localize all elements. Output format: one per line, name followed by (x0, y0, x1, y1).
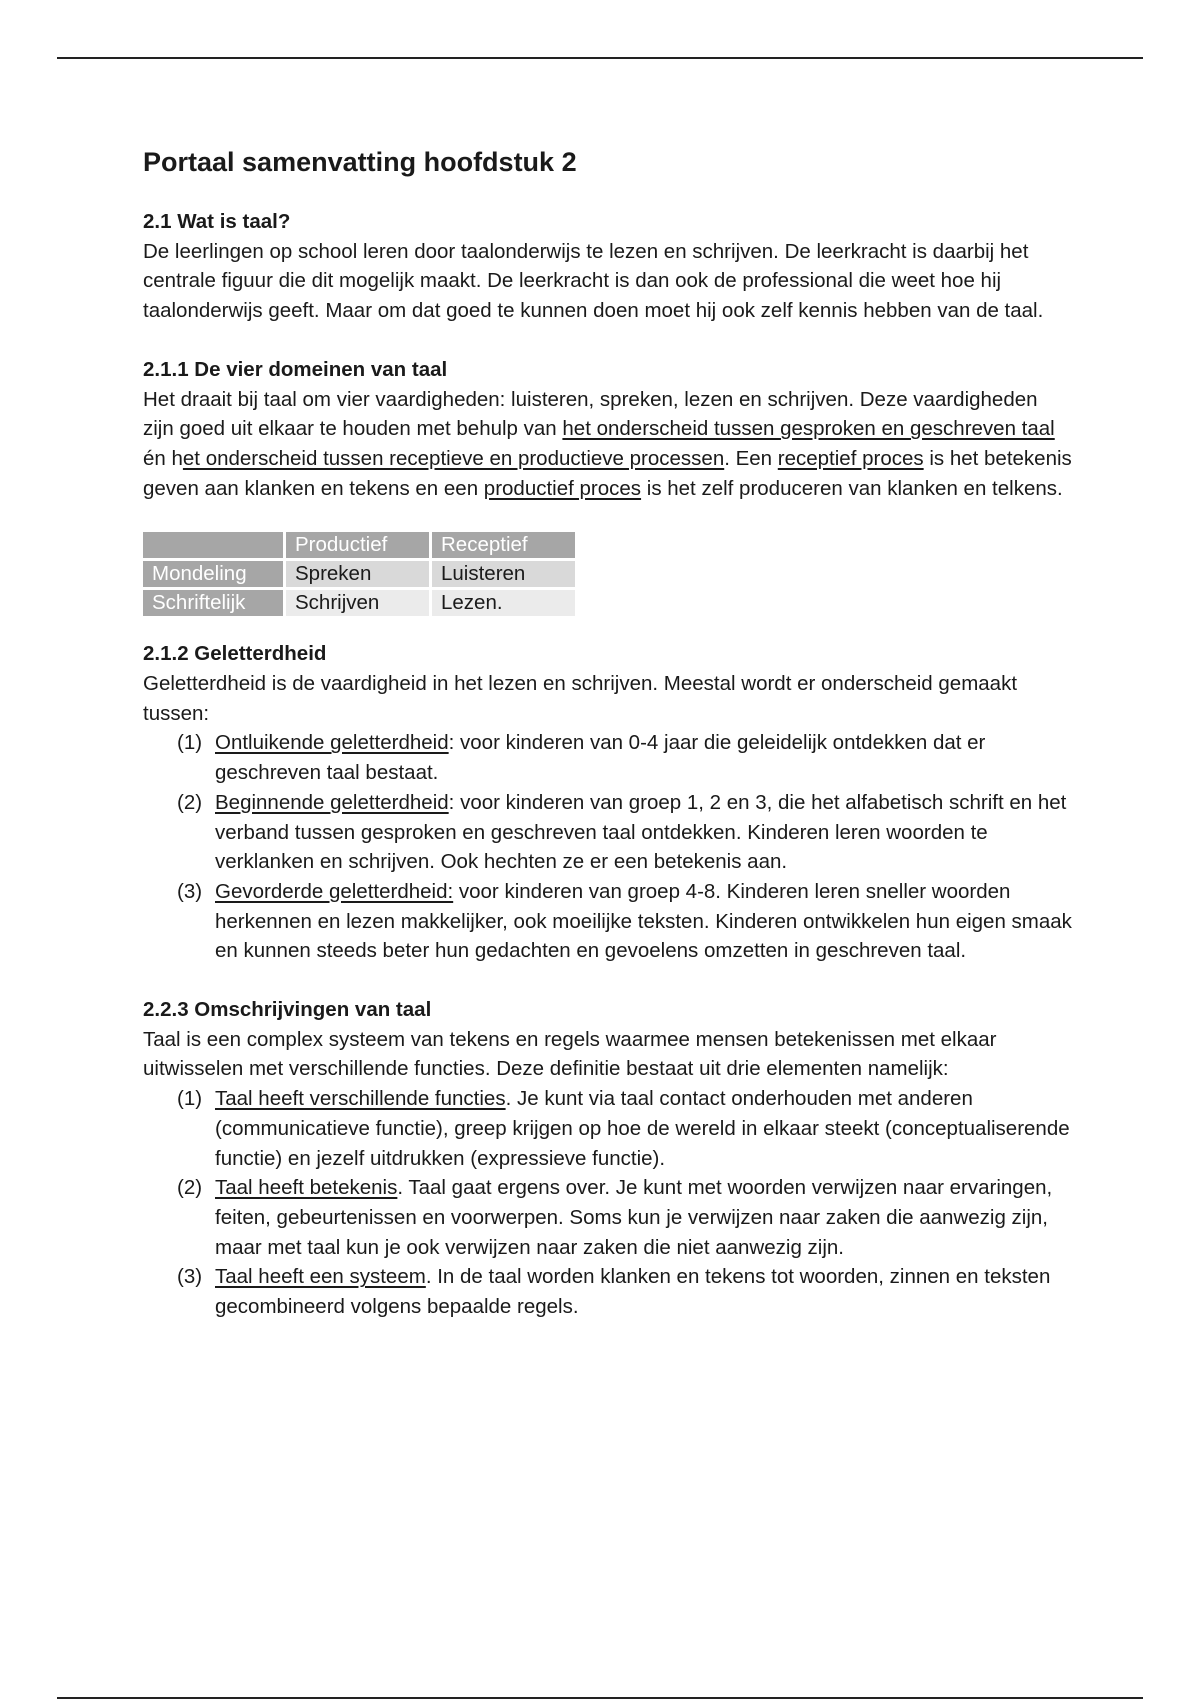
list-item (177, 788, 1073, 877)
underlined-term: Taal heeft betekenis (215, 1176, 398, 1200)
section-2-1-1 (143, 355, 1073, 504)
list-item (177, 1262, 1073, 1321)
document-title: Portaal samenvatting hoofdstuk 2 (143, 147, 577, 177)
taal-elementen-list (143, 1084, 1073, 1322)
underlined-term: Taal heeft een systeem (215, 1265, 426, 1289)
text-run: Het draait bij taal om vier vaardigheden: luisteren, spreken, lezen en schrijven. Deze vaardigheden zijn goed uit elkaar te houden met behulp van (143, 387, 1038, 441)
list-number: (2) (177, 790, 203, 814)
list-item-text: : voor kinderen van groep 1, 2 en 3, die het alfabetisch schrift en het verband tussen gesproken en geschreven taal ontdekken. Kinderen leren woorden te verklanken en schrijven. Ook hechten ze er een betekenis aan. (215, 790, 1067, 874)
section-paragraph: Geletterdheid is de vaardigheid in het lezen en schrijven. Meestal wordt er onderscheid gemaakt tussen: (143, 672, 1018, 725)
list-item-text: . Taal gaat ergens over. Je kunt met woorden verwijzen naar ervaringen, feiten, gebeurtenissen en voorwerpen. Soms kun je verwijzen naar zaken die aanwezig zijn, maar met taal kun je ook verwijzen naar zaken die niet aanwezig zijn. (215, 1176, 1053, 1259)
list-item (177, 877, 1073, 966)
underlined-term: Taal heeft verschillende functies (215, 1087, 506, 1111)
table-corner-cell (143, 532, 283, 558)
list-number: (1) (177, 731, 203, 755)
text-run: is het zelf produceren van klanken en telkens. (641, 476, 1063, 500)
section-paragraph: De leerlingen op school leren door taalonderwijs te lezen en schrijven. De leerkracht is daarbij het centrale figuur die dit mogelijk maakt. De leerkracht is dan ook de professional die weet hoe hij taalonderwijs geeft. Maar om dat goed te kunnen doen moet hij ook zelf kennis hebben van de taal. (143, 239, 1044, 323)
list-number: (1) (177, 1087, 203, 1111)
list-item-text: : voor kinderen van 0-4 jaar die geleidelijk ontdekken dat er geschreven taal bestaat. (215, 731, 986, 785)
table-header-cell: Receptief (432, 532, 575, 558)
section-heading: 2.1.2 Geletterdheid (143, 642, 327, 666)
section-2-1-2 (143, 639, 1073, 966)
underlined-term: receptief proces (777, 446, 924, 470)
section-2-1 (143, 207, 1073, 326)
text-run: én h (143, 446, 183, 470)
section-heading: 2.1.1 De vier domeinen van taal (143, 357, 448, 381)
domains-table (140, 529, 578, 619)
table-header-row (143, 532, 575, 558)
underlined-term: et onderscheid tussen receptieve en productieve processen (182, 446, 725, 470)
document-page (143, 142, 1073, 1322)
table-row-header: Schriftelijk (143, 590, 283, 616)
table-cell: Schrijven (286, 590, 429, 616)
list-item-text: . In de taal worden klanken en tekens tot woorden, zinnen en teksten gecombineerd volgens bepaalde regels. (215, 1265, 1051, 1319)
section-2-2-3 (143, 995, 1073, 1322)
list-item (177, 1084, 1073, 1173)
underlined-term: het onderscheid tussen gesproken en geschreven taal (562, 417, 1055, 441)
text-run: . Een (724, 446, 778, 470)
table-cell: Spreken (286, 561, 429, 587)
table-cell: Lezen. (432, 590, 575, 616)
list-item-text: . Je kunt via taal contact onderhouden met anderen (communicatieve functie), greep krijgen op hoe de wereld in elkaar steekt (conceptualiserende functie) en jezelf uitdrukken (expressieve functie). (215, 1087, 1070, 1170)
table-row (143, 561, 575, 587)
section-paragraph (143, 385, 1073, 504)
top-rule (57, 57, 1143, 59)
geletterdheid-list (143, 728, 1073, 966)
underlined-term: Beginnende geletterdheid (215, 790, 449, 814)
table-row (143, 590, 575, 616)
list-item (177, 728, 1073, 787)
section-heading: 2.1 Wat is taal? (143, 210, 291, 233)
bottom-rule (57, 1697, 1143, 1699)
list-number: (3) (177, 879, 203, 903)
list-number: (3) (177, 1265, 203, 1289)
table-cell: Luisteren (432, 561, 575, 587)
text-run: is het betekenis geven aan klanken en tekens en een (143, 446, 1072, 500)
list-item (177, 1173, 1073, 1262)
underlined-term: productief proces (483, 476, 642, 500)
list-number: (2) (177, 1176, 203, 1200)
table-row-header: Mondeling (143, 561, 283, 587)
section-heading: 2.2.3 Omschrijvingen van taal (143, 998, 432, 1022)
list-item-text: voor kinderen van groep 4-8. Kinderen leren sneller woorden herkennen en lezen makkelijker, ook moeilijke teksten. Kinderen ontwikkelen hun eigen smaak en kunnen steeds beter hun gedachten en gevoelens omzetten in geschreven taal. (215, 879, 1072, 963)
underlined-term: Gevorderde geletterdheid: (215, 879, 454, 903)
underlined-term: Ontluikende geletterdheid (215, 731, 449, 755)
table-header-cell: Productief (286, 532, 429, 558)
section-paragraph: Taal is een complex systeem van tekens en regels waarmee mensen betekenissen met elkaar uitwisselen met verschillende functies. Deze definitie bestaat uit drie elementen namelijk: (143, 1027, 997, 1081)
